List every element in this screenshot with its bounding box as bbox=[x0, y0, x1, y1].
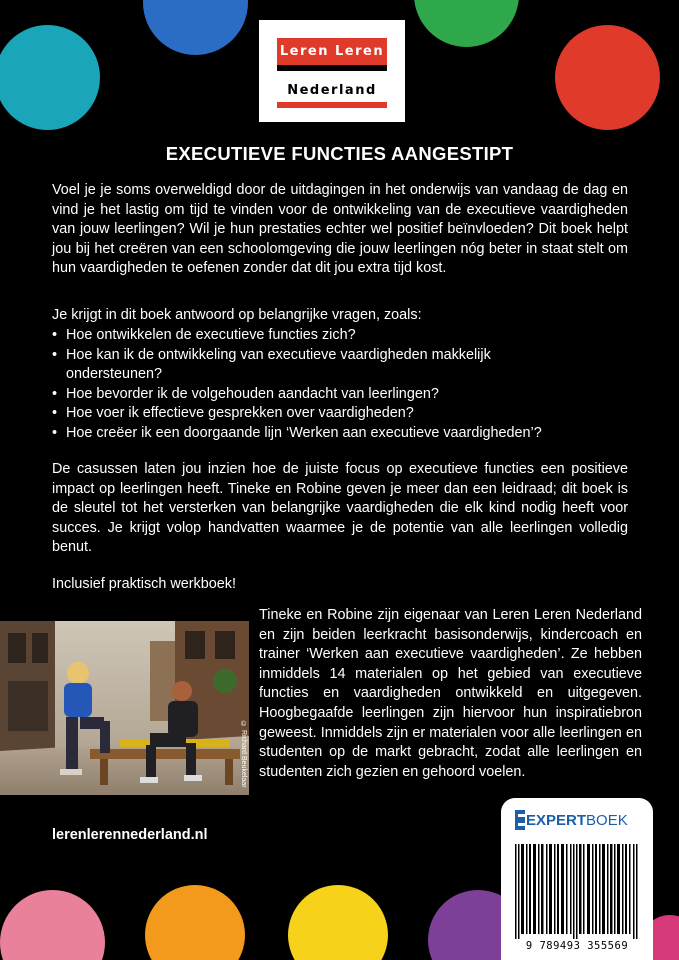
author-photo bbox=[0, 621, 249, 795]
website-link[interactable]: lerenlerennederland.nl bbox=[52, 827, 208, 843]
expertboek-part1: EXPERT bbox=[526, 811, 587, 829]
isbn-number: 9 789493 355569 bbox=[525, 940, 629, 952]
green-dot bbox=[414, 0, 519, 47]
question-item: • Hoe voer ik effectieve gesprekken over vaardigheden? bbox=[52, 404, 628, 424]
expertboek-logo bbox=[515, 809, 628, 831]
intro-paragraph: Voel je je soms overweldigd door de uitdagingen in het onderwijs van vandaag de dag en vind je het lastig om tijd te vinden voor de ontwikkeling van de executieve vaardigheden van jouw leerlingen? Wil je hun prestaties echter wel positief beïnvloeden? Dit boek helpt jou bij het creëren van een schoolomgeving die jouw leerlingen nóg beter in staat stelt om hun vaardigheden te oefenen zonder dat dit jou extra tijd kost. bbox=[52, 182, 628, 276]
teal-dot bbox=[0, 25, 100, 130]
photo-credit: © Richard Beukelaar bbox=[240, 721, 247, 788]
question-item: • Hoe creëer ik een doorgaande lijn ‘Werken aan executieve vaardigheden’? bbox=[52, 424, 628, 444]
publisher-barcode-box bbox=[501, 798, 653, 960]
logo-divider bbox=[277, 65, 387, 71]
werkboek-line: Inclusief praktisch werkboek! bbox=[52, 576, 236, 592]
author-bio: Tineke en Robine zijn eigenaar van Leren Leren Nederland en zijn beiden leerkracht basisonderwijs, kindercoach en trainer ‘Werken aan executieve vaardigheden’. Ze hebben inmiddels 14 materialen op het gebied van executieve functies en vaardigheden ontwikkeld en uitgegeven. Hoogbegaafde leerlingen zijn hiervoor hun inspiratiebron geweest. Inmiddels zijn er materialen voor alle leerlingen en studenten op de markt gebracht, zodat alle leerlingen en studenten zich gezien en gehoord voelen. bbox=[259, 607, 642, 780]
barcode bbox=[513, 844, 641, 939]
leren-leren-logo bbox=[259, 20, 405, 122]
expertboek-part2: BOEK bbox=[586, 811, 628, 829]
casus-paragraph: De casussen laten jou inzien hoe de juiste focus op executieve functies een positieve impact op leerlingen heeft. Tineke en Robine geven je meer dan een leidraad; dit boek is de sleutel tot het versterken van belangrijke vaardigheden die elk kind nodig heeft voor succes. Je krijgt volop handvatten waarmee je de potentie van alle leerlingen volledig benut. bbox=[52, 461, 628, 555]
red-dot bbox=[555, 25, 660, 130]
question-item: • Hoe bevorder ik de volgehouden aandacht van leerlingen? bbox=[52, 385, 628, 405]
questions-intro: Je krijgt in dit boek antwoord op belangrijke vragen, zoals: bbox=[52, 307, 422, 323]
cover-title: EXECUTIEVE FUNCTIES AANGESTIPT bbox=[165, 143, 514, 164]
yellow-dot bbox=[288, 885, 388, 960]
expertboek-mark-icon bbox=[515, 810, 525, 830]
logo-line-2: Nederland bbox=[277, 78, 387, 108]
questions-list bbox=[52, 326, 628, 443]
pink-dot bbox=[0, 890, 105, 960]
question-item: • Hoe kan ik de ontwikkeling van executieve vaardigheden makkelijk ondersteunen? bbox=[52, 346, 518, 385]
blue-dot bbox=[143, 0, 248, 55]
question-item: • Hoe ontwikkelen de executieve functies zich? bbox=[52, 326, 628, 346]
logo-line-1: Leren Leren bbox=[277, 38, 387, 65]
orange-dot bbox=[145, 885, 245, 960]
